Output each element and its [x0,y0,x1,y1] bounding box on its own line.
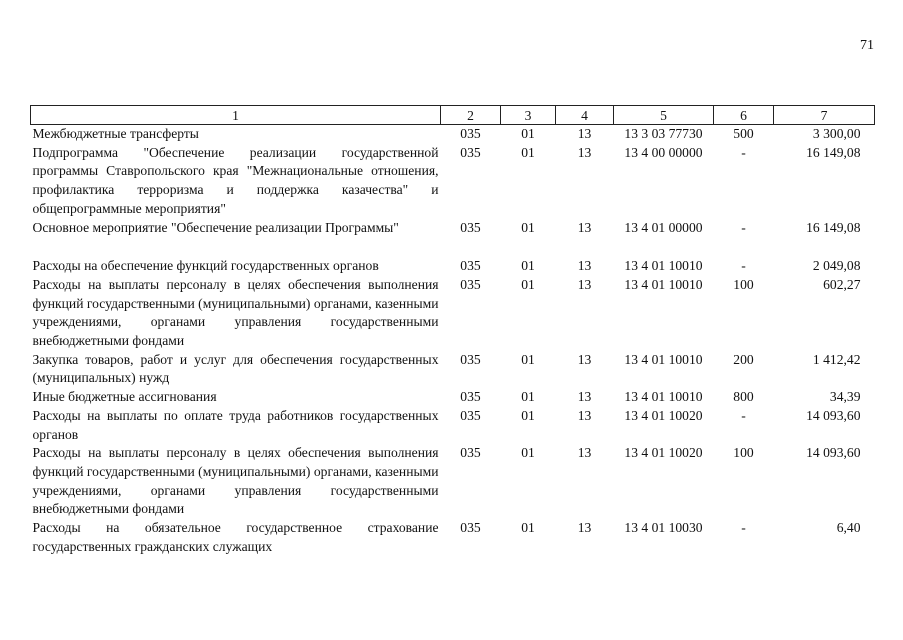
row-section: 01 [521,520,535,536]
table-row [31,351,875,388]
row-subsection: 13 [577,276,592,292]
row-subsection: 13 [577,144,592,160]
row-ministry: 035 [460,445,481,461]
col-header-2: 2 [441,106,501,125]
row-amount: 14 093,60 [806,445,861,461]
table-row [31,257,875,276]
row-name: Иные бюджетные ассигнования [32,389,217,405]
row-target: 13 4 01 00000 [624,219,703,235]
row-target: 13 4 01 10020 [624,407,703,423]
table-row [31,125,875,144]
col-header-7: 7 [774,106,875,125]
row-subsection: 13 [577,520,592,536]
row-target: 13 4 01 10010 [624,389,703,405]
row-ministry: 035 [460,351,481,367]
row-section: 01 [521,407,535,423]
row-section: 01 [521,258,535,274]
row-subsection: 13 [577,258,592,274]
row-expense-type: - [741,144,746,160]
row-section: 01 [521,144,535,160]
row-expense-type: 800 [733,389,754,405]
row-section: 01 [521,126,535,141]
row-amount: 16 149,08 [806,144,861,160]
row-name: Расходы на выплаты персоналу в целях обеспечения выполнения функций государственными (муниципальными) органами, казенными учреждениями, органами управления государственными внебюджетными фондами [32,445,439,517]
row-expense-type: 100 [733,445,754,461]
row-name: Закупка товаров, работ и услуг для обеспечения государственных (муниципальных) нужд [32,351,439,386]
row-ministry: 035 [460,276,481,292]
row-subsection: 13 [577,126,592,141]
row-amount: 602,27 [823,276,861,292]
row-name: Расходы на выплаты по оплате труда работников государственных органов [32,407,439,442]
table-row [31,388,875,407]
col-header-4: 4 [556,106,614,125]
row-amount: 16 149,08 [806,219,861,235]
header-row [31,106,875,125]
row-name: Межбюджетные трансферты [32,126,199,141]
col-header-3: 3 [501,106,556,125]
row-ministry: 035 [460,407,481,423]
col-header-1: 1 [31,106,441,125]
row-section: 01 [521,389,535,405]
row-amount: 34,39 [829,389,861,405]
row-section: 01 [521,445,535,461]
row-target: 13 4 01 10030 [624,520,703,536]
row-section: 01 [521,219,535,235]
row-expense-type: 200 [733,351,754,367]
row-section: 01 [521,276,535,292]
row-name: Подпрограмма "Обеспечение реализации государственной программы Ставропольского края "Межнациональные отношения, профилактика терроризма и поддержка казачества" и общепрограммные мероприятия" [32,144,439,216]
row-target: 13 4 01 10010 [624,258,703,274]
row-target: 13 3 03 77730 [624,126,703,141]
table-row [31,219,875,258]
budget-table [30,105,875,556]
row-expense-type: - [741,520,746,536]
table-row [31,444,875,519]
row-ministry: 035 [460,389,481,405]
row-expense-type: - [741,258,746,274]
table-row [31,407,875,444]
row-ministry: 035 [460,219,481,235]
row-amount: 3 300,00 [812,126,861,141]
row-subsection: 13 [577,407,592,423]
row-expense-type: - [741,219,746,235]
row-amount: 6,40 [836,520,861,536]
row-name: Расходы на выплаты персоналу в целях обеспечения выполнения функций государственными (муниципальными) органами, казенными учреждениями, органами управления государственными внебюджетными фондами [32,276,439,349]
row-name: Основное мероприятие "Обеспечение реализации Программы" [32,219,399,235]
row-expense-type: 100 [733,276,754,292]
row-expense-type: - [741,407,746,423]
row-target: 13 4 01 10010 [624,351,703,367]
row-ministry: 035 [460,144,481,160]
row-target: 13 4 01 10020 [624,445,703,461]
row-expense-type: 500 [733,126,754,141]
row-amount: 1 412,42 [812,351,861,367]
row-target: 13 4 01 10010 [624,276,703,292]
row-ministry: 035 [460,258,481,274]
row-ministry: 035 [460,126,481,141]
table-row [31,519,875,556]
row-subsection: 13 [577,219,592,235]
table-row [31,276,875,351]
row-ministry: 035 [460,520,481,536]
row-subsection: 13 [577,351,592,367]
col-header-5: 5 [614,106,714,125]
table-row [31,144,875,219]
row-section: 01 [521,351,535,367]
row-subsection: 13 [577,445,592,461]
col-header-6: 6 [714,106,774,125]
row-target: 13 4 00 00000 [624,144,703,160]
row-amount: 14 093,60 [806,407,861,423]
page-number: 71 [860,38,874,53]
row-subsection: 13 [577,389,592,405]
row-name: Расходы на обязательное государственное страхование государственных гражданских служащих [32,520,439,554]
row-name: Расходы на обеспечение функций государственных органов [32,258,379,274]
row-amount: 2 049,08 [812,258,861,274]
